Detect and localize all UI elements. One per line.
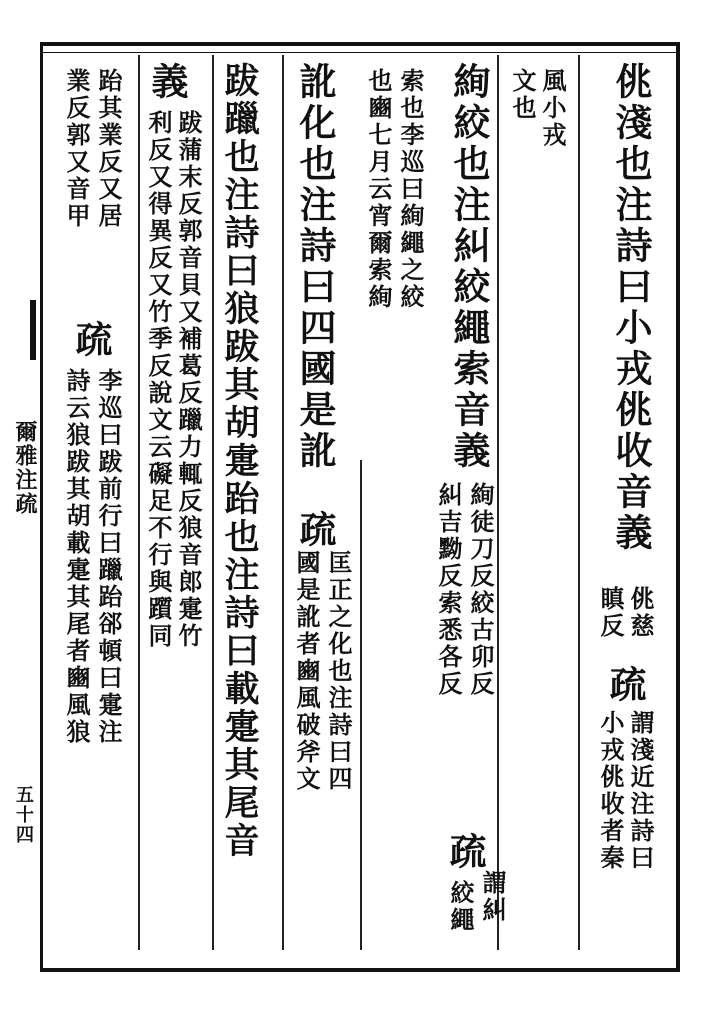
inner-top-border — [40, 52, 676, 53]
column-rule — [212, 55, 214, 950]
annotation-column: 瞋反 — [596, 586, 625, 640]
annotation-column: 匡正之化也注詩曰四 — [324, 550, 353, 793]
annotation-column: 絞繩 — [446, 880, 475, 934]
annotation-column: 風小戎 — [538, 68, 567, 149]
annotation-column: 謂淺近注詩曰 — [626, 710, 655, 872]
bottom-border — [40, 968, 680, 972]
page-number: 五十四 — [13, 785, 34, 845]
annotation-column: 利反又得異反又竹季反說文云礙足不行與躓同 — [144, 110, 173, 650]
commentary-marker: 疏 — [443, 832, 487, 873]
column-rule — [578, 55, 580, 950]
annotation-column: 絢徒刀反絞古卯反 — [466, 482, 495, 698]
annotation-column: 謂糾 — [478, 870, 507, 924]
main-text-column: 佻淺也注詩曰小戎佻收音義 — [609, 62, 653, 554]
annotation-column: 小戎佻收者秦 — [596, 710, 625, 872]
annotation-column: 文也 — [508, 68, 537, 122]
annotation-column: 國是訛者豳風破斧文 — [292, 550, 321, 793]
annotation-column: 詩云狼跋其胡載疐其尾者豳風狼 — [62, 368, 91, 746]
top-border — [40, 42, 680, 46]
annotation-column: 跋蒲末反郭音貝又補葛反躐力輒反狼音郎疐竹 — [174, 110, 203, 650]
section-label: 義 — [145, 62, 189, 103]
column-rule — [282, 55, 284, 950]
book-title-tab: 爾雅注疏 — [12, 420, 38, 516]
commentary-marker: 疏 — [603, 665, 647, 706]
main-text-column: 訛化也注詩曰四國是訛 — [293, 62, 337, 472]
annotation-column: 也豳七月云宵爾索絢 — [364, 68, 393, 311]
main-text-column: 絢絞也注糾絞繩索音義 — [447, 62, 491, 472]
commentary-marker: 疏 — [293, 510, 337, 551]
column-rule — [360, 460, 362, 950]
column-rule — [138, 55, 140, 950]
gutter-mark — [30, 300, 36, 360]
right-border — [676, 42, 680, 972]
column-rule — [497, 55, 499, 950]
annotation-column: 糾吉黝反索悉各反 — [434, 482, 463, 698]
commentary-marker: 疏 — [69, 320, 113, 361]
annotation-column: 佻慈 — [626, 586, 655, 640]
annotation-column: 跆其業反又居 — [94, 68, 123, 230]
annotation-column: 業反郭又音甲 — [62, 68, 91, 230]
annotation-column: 索也李巡曰絢繩之絞 — [396, 68, 425, 311]
main-text-column: 跋躐也注詩曰狼跋其胡疐跆也注詩曰載疐其尾音 — [219, 62, 260, 860]
annotation-column: 李巡曰跋前行曰躐跆郤頓曰疐注 — [94, 368, 123, 746]
